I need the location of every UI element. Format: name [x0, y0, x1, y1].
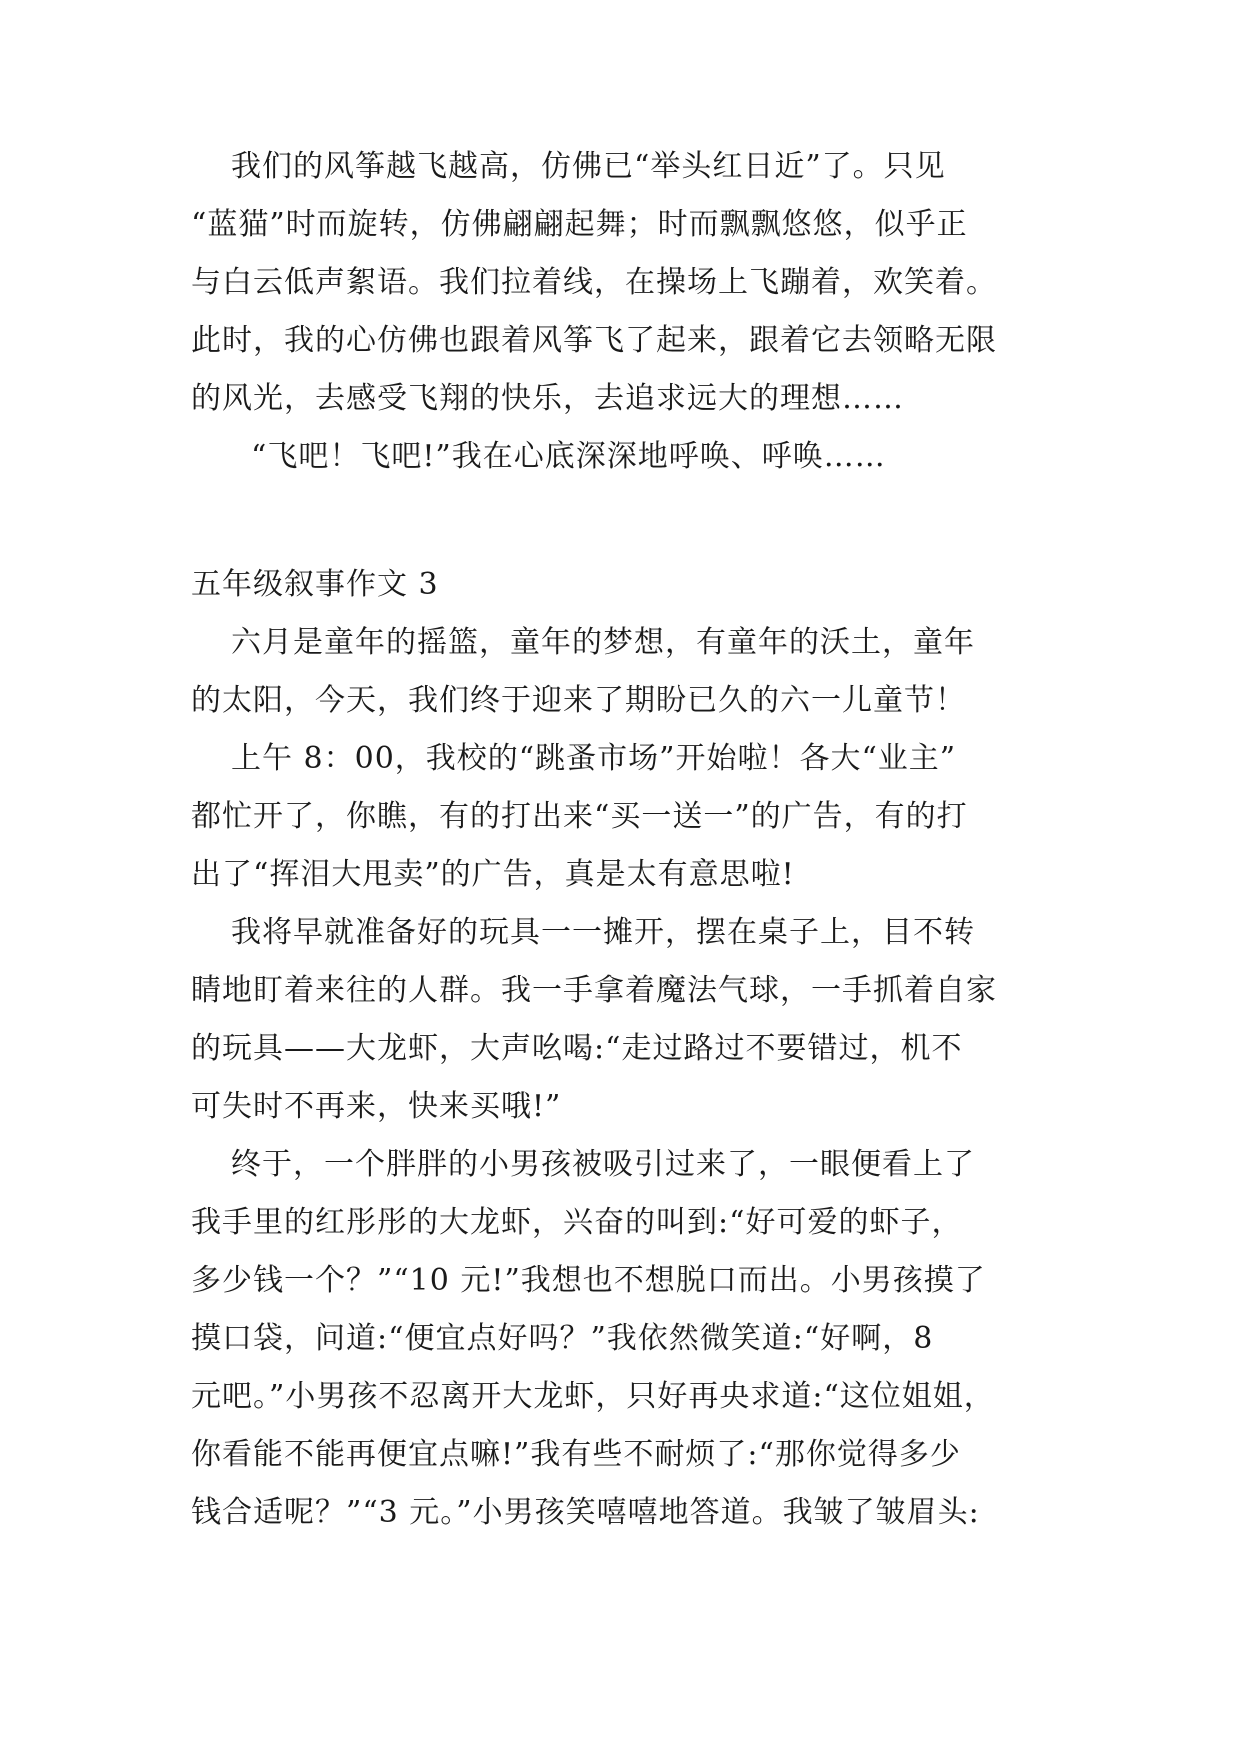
paragraph-line: 元吧。”小男孩不忍离开大龙虾，只好再央求道:“这位姐姐，: [191, 1379, 995, 1414]
paragraph-line: 多少钱一个？”“10 元!”我想也不想脱口而出。小男孩摸了: [191, 1263, 986, 1298]
paragraph-line: 钱合适呢？”“3 元。”小男孩笑嘻嘻地答道。我皱了皱眉头:: [191, 1495, 980, 1530]
paragraph-line: 的玩具——大龙虾，大声吆喝:“走过路过不要错过，机不: [191, 1031, 963, 1066]
paragraph-line: “蓝猫”时而旋转，仿佛翩翩起舞；时而飘飘悠悠，似乎正: [191, 207, 968, 242]
section-title: 五年级叙事作文 3: [191, 567, 439, 602]
paragraph-line: 与白云低声絮语。我们拉着线，在操场上飞蹦着，欢笑着。: [191, 265, 997, 300]
paragraph-line: 睛地盯着来往的人群。我一手拿着魔法气球，一手抓着自家: [191, 973, 997, 1008]
paragraph-line: 上午 8：00，我校的“跳蚤市场”开始啦！各大“业主”: [231, 741, 957, 776]
paragraph-line: 的太阳，今天，我们终于迎来了期盼已久的六一儿童节！: [191, 683, 966, 718]
paragraph-line: 都忙开了，你瞧，有的打出来“买一送一”的广告，有的打: [191, 799, 968, 834]
paragraph-line: 我将早就准备好的玩具一一摊开，摆在桌子上，目不转: [231, 915, 975, 950]
paragraph-line: 出了“挥泪大甩卖”的广告，真是太有意思啦!: [191, 857, 795, 892]
paragraph-line: 摸口袋，问道:“便宜点好吗？”我依然微笑道:“好啊，8: [191, 1321, 934, 1356]
paragraph-line: 我们的风筝越飞越高，仿佛已“举头红日近”了。只见: [231, 149, 946, 184]
paragraph-line: 你看能不能再便宜点嘛!”我有些不耐烦了:“那你觉得多少: [191, 1437, 961, 1472]
paragraph-line: 可失时不再来，快来买哦!”: [191, 1089, 562, 1124]
paragraph-line: 此时，我的心仿佛也跟着风筝飞了起来，跟着它去领略无限: [191, 323, 997, 358]
paragraph-line: 的风光，去感受飞翔的快乐，去追求远大的理想……: [191, 381, 904, 416]
paragraph-line: “飞吧！飞吧!”我在心底深深地呼唤、呼唤……: [251, 439, 886, 474]
paragraph-line: 终于，一个胖胖的小男孩被吸引过来了，一眼便看上了: [231, 1147, 975, 1182]
paragraph-line: 六月是童年的摇篮，童年的梦想，有童年的沃土，童年: [231, 625, 975, 660]
paragraph-line: 我手里的红彤彤的大龙虾，兴奋的叫到:“好可爱的虾子，: [191, 1205, 963, 1240]
